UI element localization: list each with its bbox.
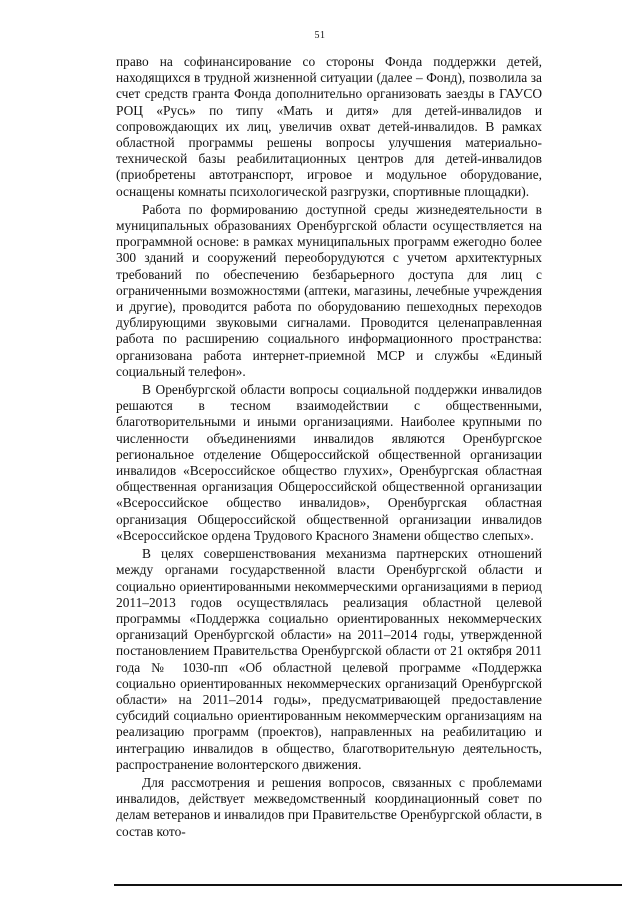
document-body [116,54,542,842]
paragraph-5: Для рассмотрения и решения вопросов, связанных с проблемами инвалидов, действует межведомственный координационный совет по делам ветеранов и инвалидов при Правительстве Оренбургской области, в состав кото- [116,774,542,839]
paragraph-4: В целях совершенствования механизма партнерских отношений между органами государственной власти Оренбургской области и социально ориентированными некоммерческими организациями в период 2011–2013 годов осуществлялась реализация областной целевой программы «Поддержка социально ориентированных некоммерческих организаций Оренбургской области» на 2011–2014 годы, утвержденной постановлением Правительства Оренбургской области от 21 октября 2011 года № 1030-пп «Об областной целевой программе «Поддержка социально ориентированных некоммерческих организаций Оренбургской области» на 2011–2014 годы», предусматривающей предоставление субсидий социально ориентированным некоммерческим организациям на реализацию программ (проектов), направленных на реабилитацию и интеграцию инвалидов в общество, благотворительную деятельность, распространение волонтерского движения. [116,546,542,772]
paragraph-2: Работа по формированию доступной среды жизнедеятельности в муниципальных образованиях Оренбургской области осуществляется на программной основе: в рамках муниципальных программ ежегодно более 300 зданий и сооружений переоборудуются с учетом архитектурных требований по обеспечению безбарьерного доступа для лиц с ограниченными возможностями (аптеки, магазины, лечебные учреждения и другие), проводится работа по оборудованию пешеходных переходов дублирующими звуковыми сигналами. Проводится целенаправленная работа по расширению социального информационного пространства: организована работа интернет-приемной МСР и службы «Единый социальный телефон». [116,201,542,379]
page-number: 51 [314,30,326,41]
paragraph-3: В Оренбургской области вопросы социальной поддержки инвалидов решаются в тесном взаимодействии с общественными, благотворительными и иными организациями. Наиболее крупными по численности объединениями инвалидов являются Оренбургское региональное отделение Общероссийской общественной организации инвалидов «Всероссийское общество глухих», Оренбургская областная общественная организация Общероссийской общественной организации «Всероссийское общество инвалидов», Оренбургская областная организация Общероссийской общественной организации инвалидов «Всероссийское ордена Трудового Красного Знамени общество слепых». [116,382,542,543]
bottom-rule [114,884,622,886]
paragraph-1: право на софинансирование со стороны Фонда поддержки детей, находящихся в трудной жизненной ситуации (далее – Фонд), позволила за счет средств гранта Фонда дополнительно организовать заезды в ГАУСО РОЦ «Русь» по типу «Мать и дитя» для детей-инвалидов и сопровождающих их лиц, увеличив охват детей-инвалидов. В рамках областной программы решены вопросы улучшения материально-технической базы реабилитационных центров для детей-инвалидов (приобретены автотранспорт, игровое и модульное оборудование, оснащены комнаты психологической разгрузки, спортивные площадки). [116,54,542,199]
